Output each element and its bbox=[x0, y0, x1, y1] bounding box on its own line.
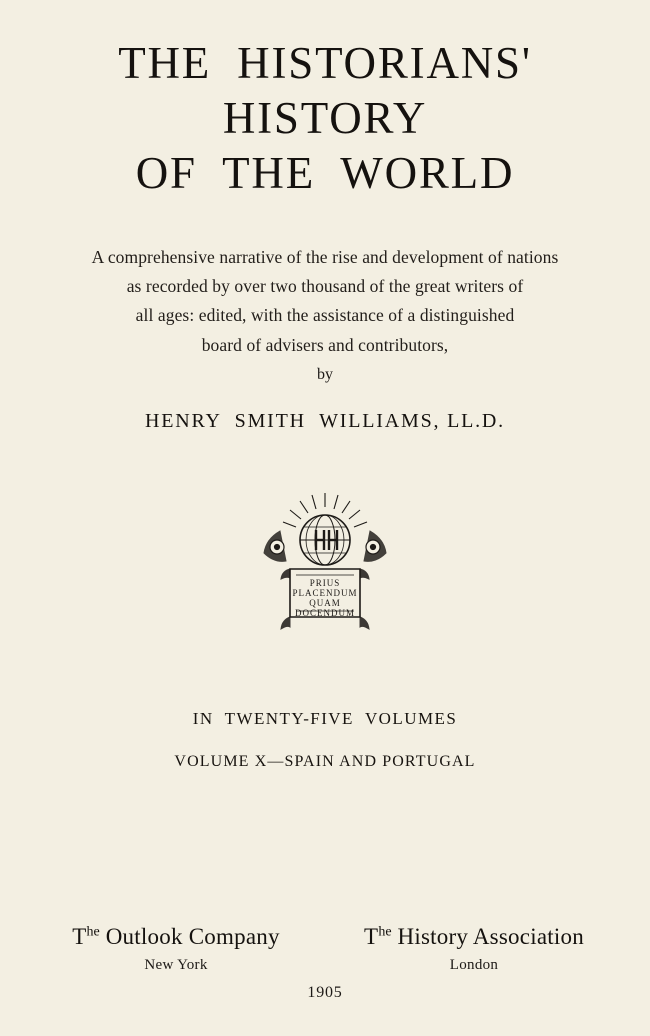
publisher-right-city: London bbox=[449, 957, 499, 973]
byline-word: by bbox=[317, 366, 333, 384]
volume-set-line: IN TWENTY-FIVE VOLUMES bbox=[192, 709, 458, 729]
title-line-3: OF THE WORLD bbox=[135, 147, 515, 198]
imprint-block bbox=[40, 924, 610, 1002]
emblem-motto-line-2: PLACENDUM bbox=[292, 588, 358, 599]
globe-and-book-printers-emblem bbox=[250, 485, 400, 645]
subtitle-line-2: as recorded by over two thousand of the great writers of bbox=[126, 276, 524, 297]
title-line-1: THE HISTORIANS' bbox=[118, 38, 532, 88]
page-title bbox=[40, 36, 610, 201]
subtitle-block bbox=[40, 243, 610, 361]
publication-year: 1905 bbox=[307, 984, 343, 1001]
title-line-2: HISTORY bbox=[222, 92, 428, 143]
author-name: HENRY SMITH WILLIAMS, LL.D. bbox=[145, 410, 505, 433]
emblem-container bbox=[40, 485, 610, 645]
publisher-right-name: $T^{he}$ History Association bbox=[364, 924, 584, 949]
title-page bbox=[0, 36, 650, 1036]
publisher-right bbox=[349, 924, 599, 974]
publishers-row bbox=[40, 924, 610, 974]
subtitle-line-4: board of advisers and contributors, bbox=[201, 334, 449, 355]
publisher-left bbox=[51, 924, 301, 974]
volume-info bbox=[40, 709, 610, 771]
emblem-motto-line-1: PRIUS bbox=[309, 578, 341, 589]
subtitle-line-1: A comprehensive narrative of the rise and development of nations bbox=[91, 246, 559, 267]
emblem-motto-line-3: QUAM bbox=[309, 598, 341, 609]
subtitle-line-3: all ages: edited, with the assistance of a distinguished bbox=[135, 305, 515, 326]
volume-number-line: VOLUME X—SPAIN AND PORTUGAL bbox=[174, 753, 476, 771]
publisher-left-name: $T^{he}$ Outlook Company bbox=[72, 924, 280, 949]
emblem-motto-line-4: DOCENDUM bbox=[294, 608, 356, 619]
publisher-left-city: New York bbox=[144, 957, 208, 973]
